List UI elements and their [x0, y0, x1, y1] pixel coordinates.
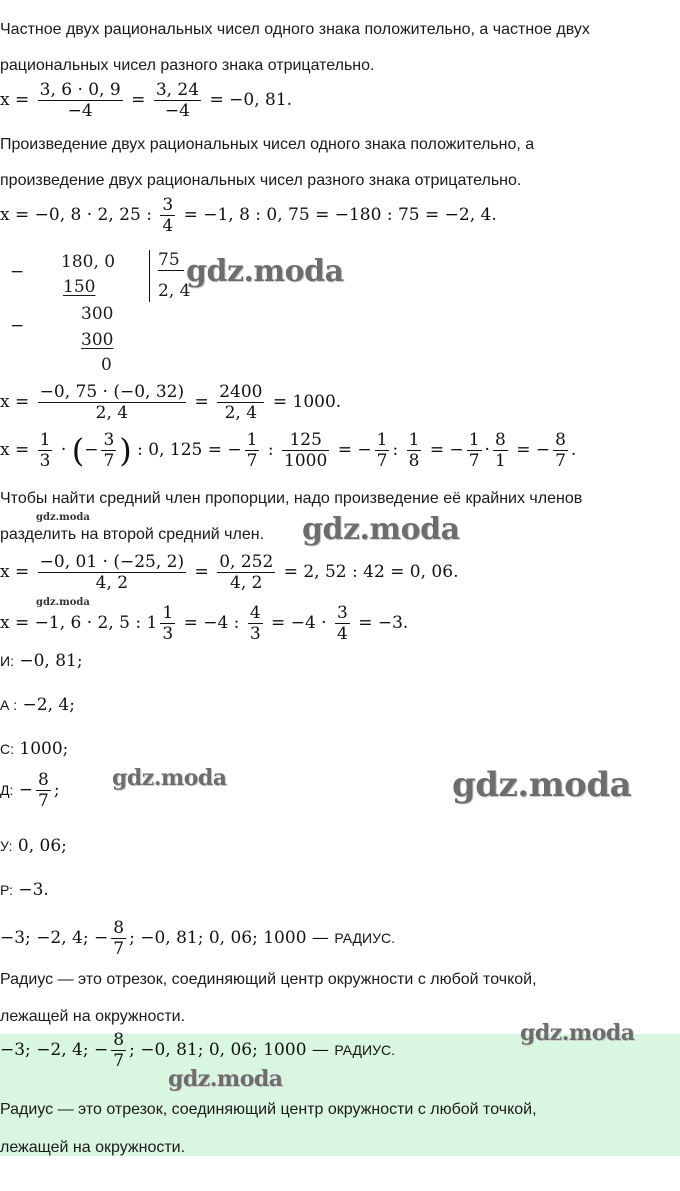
text-proportion-rule-1: Чтобы найти средний член пропорции, надо произведение её крайних членов: [0, 490, 583, 507]
equation-1: x = $\frac{3, 6 \cdot 0, 9}{-4}$ = $\frac{3, 24}{-4}$ = −0, 81.: [0, 80, 293, 121]
answer-u: У: 0, 06;: [0, 836, 67, 856]
watermark-small: gdz.moda: [36, 597, 90, 608]
text-radius-definition-2: лежащей на окружности.: [0, 1008, 186, 1025]
answer-d: Д: − $\frac{8}{7}$ ;: [0, 770, 60, 811]
text-quotient-rule-1: Частное двух рациональных чисел одного знака положительно, а частное двух: [0, 21, 590, 38]
watermark: gdz.moda: [112, 765, 227, 791]
text-radius-definition-highlighted-2: лежащей на окружности.: [0, 1139, 186, 1156]
text-radius-definition-highlighted-1: Радиус — это отрезок, соединяющий центр окружности с любой точкой,: [0, 1101, 537, 1118]
watermark: gdz.moda: [452, 765, 632, 805]
watermark: gdz.moda: [186, 254, 344, 289]
answer-i: И: −0, 81;: [0, 651, 83, 671]
answer-s: С: 1000;: [0, 739, 69, 759]
answer-r: Р: −3.: [0, 880, 49, 900]
text-radius-definition-1: Радиус — это отрезок, соединяющий центр окружности с любой точкой,: [0, 971, 537, 988]
text-proportion-rule-2: разделить на второй средний член.: [0, 526, 265, 543]
watermark: gdz.moda: [168, 1066, 283, 1092]
sequence-line-highlighted: −3; −2, 4; − $\frac{8}{7}$ ; −0, 81; 0, 06; 1000 — РАДИУС.: [0, 1030, 395, 1071]
equation-5: x = $\frac{-0, 01 \cdot (-25, 2)}{4, 2}$ = $\frac{0, 252}{4, 2}$ = 2, 52 : 42 = 0, 06.: [0, 552, 459, 593]
text-quotient-rule-2: рациональных чисел разного знака отрицательно.: [0, 57, 375, 74]
text-product-rule-2: произведение двух рациональных чисел разного знака отрицательно.: [0, 172, 522, 189]
equation-2: x = −0, 8 · 2, 25 : $\frac{3}{4}$ = −1, 8 : 0, 75 = −180 : 75 = −2, 4.: [0, 195, 497, 236]
equation-3: x = $\frac{-0, 75 \cdot (-0, 32)}{2, 4}$ = $\frac{2400}{2, 4}$ = 1000.: [0, 382, 342, 423]
answer-a: А : −2, 4;: [0, 695, 75, 715]
equation-4: x = $\frac{1}{3}$ · (− $\frac{3}{7}$ ) : 0, 125 = − $\frac{1}{7}$ : $\frac{125}{1000}$ = − $\frac{1}{7}$ : $\frac{1}{8}$ = − $\frac{1}{7}$ · $\frac{8}{1}$ = − $\frac{8}{7}$ .: [0, 430, 577, 471]
watermark: gdz.moda: [302, 512, 460, 547]
watermark: gdz.moda: [520, 1020, 635, 1046]
text-product-rule-1: Произведение двух рациональных чисел одного знака положительно, а: [0, 136, 535, 153]
watermark-small: gdz.moda: [36, 512, 90, 523]
equation-6: x = −1, 6 · 2, 5 : 1 $\frac{1}{3}$ = −4 : $\frac{4}{3}$ = −4 · $\frac{3}{4}$ = −3.: [0, 603, 409, 644]
sequence-line: −3; −2, 4; − $\frac{8}{7}$ ; −0, 81; 0, 06; 1000 — РАДИУС.: [0, 918, 395, 959]
